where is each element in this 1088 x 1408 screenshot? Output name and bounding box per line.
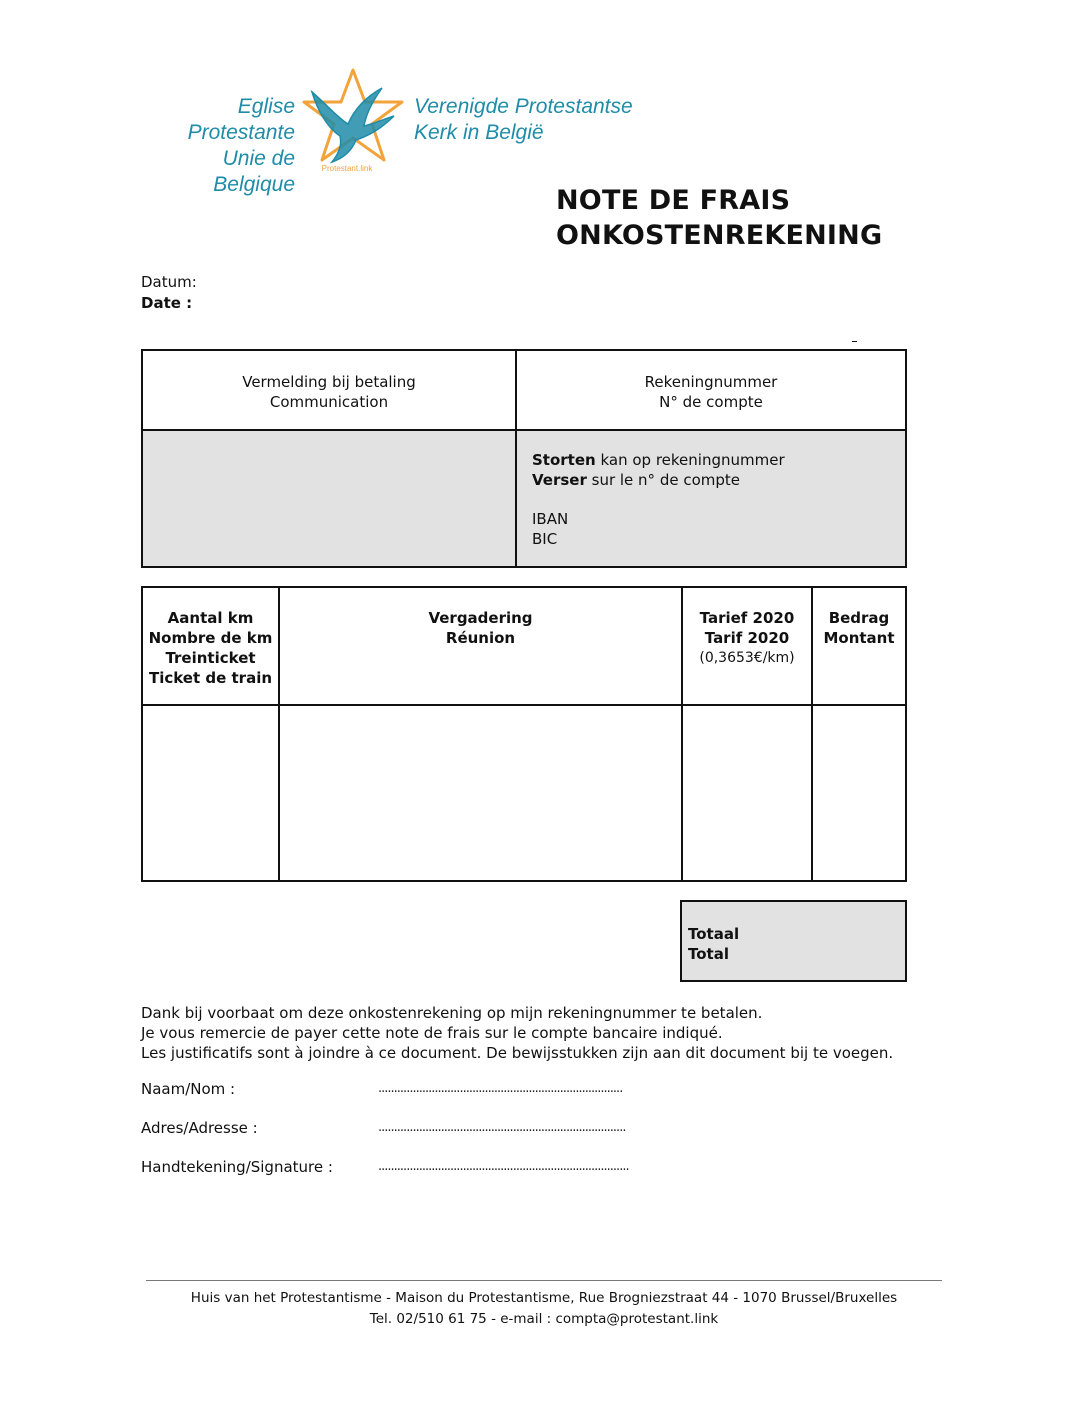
amount-label-fr: Montant (823, 629, 895, 647)
km-label-fr: Nombre de km (148, 629, 273, 647)
dove-star-logo-icon (298, 66, 408, 178)
date-labels (141, 272, 197, 314)
verser-line (532, 470, 905, 490)
account-label-fr: N° de compte (659, 393, 763, 411)
rate-label-nl: Tarief 2020 (699, 609, 795, 627)
km-header (142, 587, 279, 705)
communication-label-fr: Communication (269, 393, 389, 411)
storten-line (532, 450, 905, 470)
verser-rest: sur le n° de compte (586, 471, 741, 489)
communication-label-nl: Vermelding bij betaling (242, 373, 416, 391)
thanks-line-1: Dank bij voorbaat om deze onkostenrekening op mijn rekeningnummer te betalen. (141, 1004, 763, 1022)
total-label-fr: Total (688, 945, 729, 963)
account-field[interactable] (516, 430, 906, 567)
bic-label: BIC (532, 530, 558, 548)
rate-header (682, 587, 812, 705)
date-label-fr: Date : (141, 294, 193, 312)
name-dots[interactable]: .............................................................................. (378, 1081, 623, 1096)
storten-bold: Storten (532, 451, 596, 469)
footer-rule (146, 1280, 942, 1281)
amount-field[interactable] (812, 705, 906, 881)
meeting-label-nl: Vergadering (428, 609, 533, 627)
total-label-nl: Totaal (688, 925, 740, 943)
thanks-line-2: Je vous remercie de payer cette note de frais sur le compte bancaire indiqué. (141, 1024, 723, 1042)
title-nl: ONKOSTENREKENING (556, 220, 883, 251)
logo-text-fr (140, 94, 295, 198)
document-title (556, 183, 882, 253)
small-dash (852, 341, 857, 342)
train-label-nl: Treinticket (165, 649, 256, 667)
logo-text-nl (414, 94, 634, 146)
signature-dots[interactable]: ................................................................................ (378, 1159, 629, 1174)
verser-bold: Verser (532, 471, 587, 489)
logo-caption: Protestant.link (321, 164, 373, 173)
account-label-nl: Rekeningnummer (644, 373, 778, 391)
meeting-label-fr: Réunion (445, 629, 516, 647)
communication-field[interactable] (142, 430, 516, 567)
amount-header (812, 587, 906, 705)
meeting-header (279, 587, 682, 705)
logo-fr-line1: Eglise Protestante (187, 95, 295, 144)
footer-contact: Tel. 02/510 61 75 - e-mail : compta@protestant.link (369, 1311, 719, 1327)
logo-fr-line2: Unie de Belgique (213, 147, 295, 196)
km-label-nl: Aantal km (167, 609, 254, 627)
expense-table (141, 586, 907, 882)
rate-value: (0,3653€/km) (699, 650, 795, 666)
name-label: Naam/Nom : (141, 1080, 236, 1098)
communication-header (142, 350, 516, 430)
meeting-field[interactable] (279, 705, 682, 881)
footer (0, 1288, 1088, 1330)
payment-table (141, 349, 907, 568)
amount-label-nl: Bedrag (828, 609, 890, 627)
thanks-line-3: Les justificatifs sont à joindre à ce document. De bewijsstukken zijn aan dit document bij te voegen. (141, 1044, 894, 1062)
rate-field[interactable] (682, 705, 812, 881)
km-field[interactable] (142, 705, 279, 881)
footer-address: Huis van het Protestantisme - Maison du Protestantisme, Rue Brogniezstraat 44 - 1070 Brussel/Bruxelles (190, 1290, 898, 1306)
iban-label: IBAN (532, 510, 569, 528)
thanks-text (141, 1003, 941, 1063)
account-header (516, 350, 906, 430)
logo-nl-line2: Kerk in België (414, 121, 544, 144)
rate-label-fr: Tarif 2020 (704, 629, 790, 647)
address-dots[interactable]: ............................................................................... (378, 1120, 626, 1135)
storten-rest: kan op rekeningnummer (595, 451, 785, 469)
date-label-nl: Datum: (141, 273, 197, 291)
total-box[interactable] (680, 900, 907, 982)
train-label-fr: Ticket de train (148, 669, 273, 687)
address-label: Adres/Adresse : (141, 1119, 258, 1137)
signature-label: Handtekening/Signature : (141, 1158, 333, 1176)
title-fr: NOTE DE FRAIS (556, 185, 791, 216)
logo-nl-line1: Verenigde Protestantse (414, 95, 633, 118)
